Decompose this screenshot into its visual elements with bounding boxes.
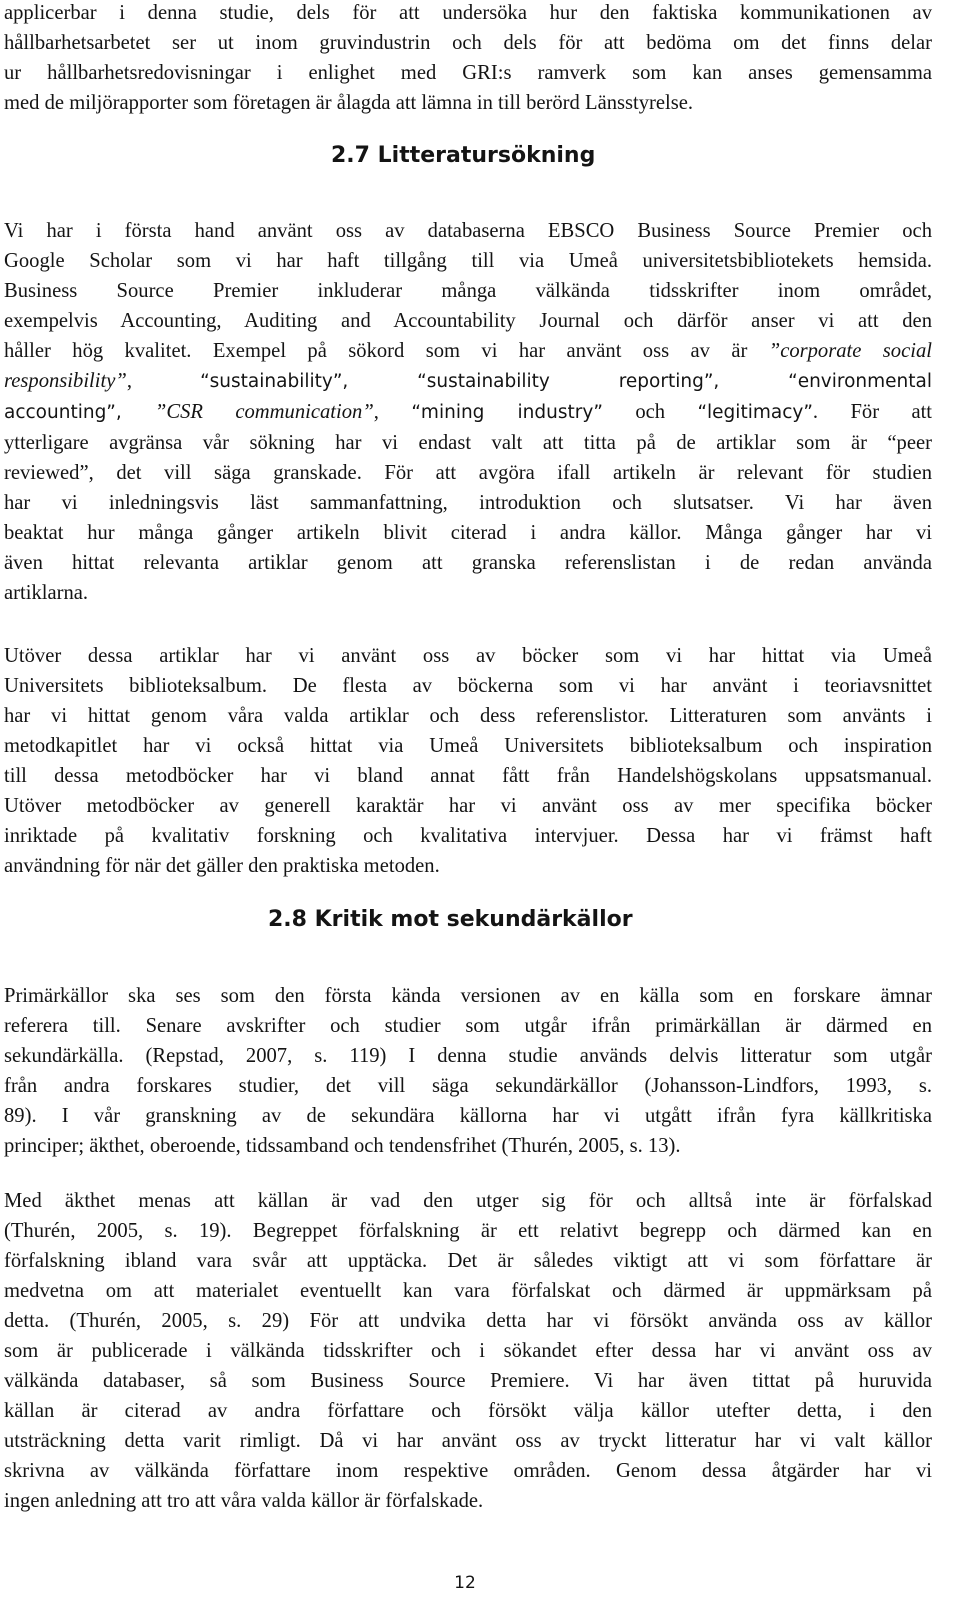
text-line: som är publicerade i välkända tidsskrifter och i sökandet efter dessa har vi använt oss av bbox=[4, 1340, 932, 1362]
text-line: Med äkthet menas att källan är vad den utger sig för och alltså inte är förfalskad bbox=[4, 1190, 932, 1212]
text-line: skrivna av välkända författare inom respektive områden. Genom dessa åtgärder har vi bbox=[4, 1460, 932, 1482]
text-line: ingen anledning att tro att våra valda källor är förfalskade. bbox=[4, 1490, 484, 1512]
paragraph-2-7-books bbox=[4, 641, 932, 881]
text-line bbox=[4, 336, 932, 366]
search-term-responsibility: responsibility” bbox=[4, 370, 127, 392]
text-line: välkända databaser, så som Business Source Premiere. Vi har även tittat på huruvida bbox=[4, 1370, 932, 1392]
search-term-legitimacy: “legitimacy” bbox=[697, 402, 813, 423]
text-line bbox=[4, 397, 932, 428]
text-line: beaktat hur många gånger artikeln blivit citerad i andra källor. Många gånger har vi bbox=[4, 522, 932, 544]
text-line: sekundärkälla. (Repstad, 2007, s. 119) I denna studie används delvis litteratur som utgår bbox=[4, 1045, 932, 1067]
text-line: med de miljörapporter som företagen är ålagda att lämna in till berörd Länsstyrelse. bbox=[4, 92, 694, 114]
text-line: ytterligare avgränsa vår sökning har vi endast valt att titta på de artiklar som är “peer bbox=[4, 432, 932, 454]
text-line: reviewed”, det vill säga granskade. För att avgöra ifall artikeln är relevant för studien bbox=[4, 462, 932, 484]
text-run: , bbox=[126, 370, 201, 392]
text-line: Vi har i första hand använt oss av databaserna EBSCO Business Source Premier och bbox=[4, 220, 932, 242]
text-line: har vi inledningsvis läst sammanfattning, introduktion och slutsatser. Vi har även bbox=[4, 492, 932, 514]
text-line: medvetna om att materialet eventuellt kan vara förfalskat och därmed är uppmärksam på bbox=[4, 1280, 932, 1302]
text-line: 89). I vår granskning av de sekundära källorna har vi utgått ifrån fyra källkritiska bbox=[4, 1105, 932, 1127]
text-line: användning för när det gäller den praktiska metoden. bbox=[4, 855, 440, 877]
paragraph-2-8-primary-sources bbox=[4, 981, 932, 1161]
text-line: artiklarna. bbox=[4, 582, 89, 604]
text-line: hållbarhetsarbetet ser ut inom gruvindustrin och dels för att bedöma om det finns delar bbox=[4, 32, 932, 54]
text-line: har vi hittat genom våra valda artiklar och dess referenslistor. Litteraturen som använts i bbox=[4, 705, 932, 727]
text-line: Utöver dessa artiklar har vi använt oss av böcker som vi har hittat via Umeå bbox=[4, 645, 932, 667]
search-term-corporate-social: ”corporate social bbox=[768, 340, 932, 362]
search-term-accounting: accounting”, bbox=[4, 402, 155, 423]
text-line: Universitets biblioteksalbum. De flesta av böckerna som vi har använt i teoriavsnittet bbox=[4, 675, 932, 697]
text-line: detta. (Thurén, 2005, s. 29) För att undvika detta har vi försökt använda oss av källor bbox=[4, 1310, 932, 1332]
text-line: ur hållbarhetsredovisningar i enlighet med GRI:s ramverk som kan anses gemensamma bbox=[4, 62, 932, 84]
text-line: exempelvis Accounting, Auditing and Accountability Journal och därför anser vi att den bbox=[4, 310, 932, 332]
search-term-mining-industry: “mining industry” bbox=[411, 402, 603, 423]
paragraph-intro bbox=[4, 0, 932, 118]
text-line: principer; äkthet, oberoende, tidssamband och tendensfrihet (Thurén, 2005, s. 13). bbox=[4, 1135, 681, 1157]
text-line: Business Source Premier inkluderar många välkända tidsskrifter inom området, bbox=[4, 280, 932, 302]
text-line: referera till. Senare avskrifter och studier som utgår ifrån primärkällan är därmed en bbox=[4, 1015, 932, 1037]
text-line: Primärkällor ska ses som den första kända versionen av en källa som en forskare ämnar bbox=[4, 985, 932, 1007]
text-line: inriktade på kvalitativ forskning och kvalitativa intervjuer. Dessa har vi främst haft bbox=[4, 825, 932, 847]
text-line: till dessa metodböcker har vi bland annat fått från Handelshögskolans uppsatsmanual. bbox=[4, 765, 932, 787]
search-terms-sustainability: “sustainability”, “sustainability reporting”, “environmental bbox=[200, 371, 932, 392]
paragraph-2-7-search bbox=[4, 216, 932, 608]
text-line: förfalskning ibland vara svår att upptäcka. Det är således viktigt att vi som författare är bbox=[4, 1250, 932, 1272]
text-run: och bbox=[602, 401, 698, 423]
text-line: Utöver metodböcker av generell karaktär har vi använt oss av mer specifika böcker bbox=[4, 795, 932, 817]
text-run: håller hög kvalitet. Exempel på sökord som vi har använt oss av är bbox=[4, 340, 769, 362]
text-line: applicerbar i denna studie, dels för att undersöka hur den faktiska kommunikationen av bbox=[4, 2, 932, 24]
search-term-csr-communication: ”CSR communication” bbox=[154, 401, 374, 423]
page-number: 12 bbox=[454, 1573, 476, 1593]
text-line bbox=[4, 366, 932, 397]
section-heading-2-8: 2.8 Kritik mot sekundärkällor bbox=[268, 907, 633, 932]
text-line: från andra forskares studier, det vill säga sekundärkällor (Johansson-Lindfors, 1993, s. bbox=[4, 1075, 932, 1097]
text-line: utsträckning detta varit rimligt. Då vi har använt oss av tryckt litteratur har vi valt källor bbox=[4, 1430, 932, 1452]
text-line: metodkapitlet har vi också hittat via Umeå Universitets biblioteksalbum och inspiration bbox=[4, 735, 932, 757]
text-line: källan är citerad av andra författare och försökt välja källor utefter detta, i den bbox=[4, 1400, 932, 1422]
text-run: . För att bbox=[812, 401, 933, 423]
paragraph-2-8-authenticity bbox=[4, 1186, 932, 1516]
text-line: Google Scholar som vi har haft tillgång till via Umeå universitetsbibliotekets hemsida. bbox=[4, 250, 932, 272]
text-run: , bbox=[373, 401, 412, 423]
text-line: (Thurén, 2005, s. 19). Begreppet förfalskning är ett relativt begrepp och därmed kan en bbox=[4, 1220, 932, 1242]
section-heading-2-7: 2.7 Litteratursökning bbox=[331, 143, 596, 168]
text-line: även hittat relevanta artiklar genom att granska referenslistan i de redan använda bbox=[4, 552, 932, 574]
